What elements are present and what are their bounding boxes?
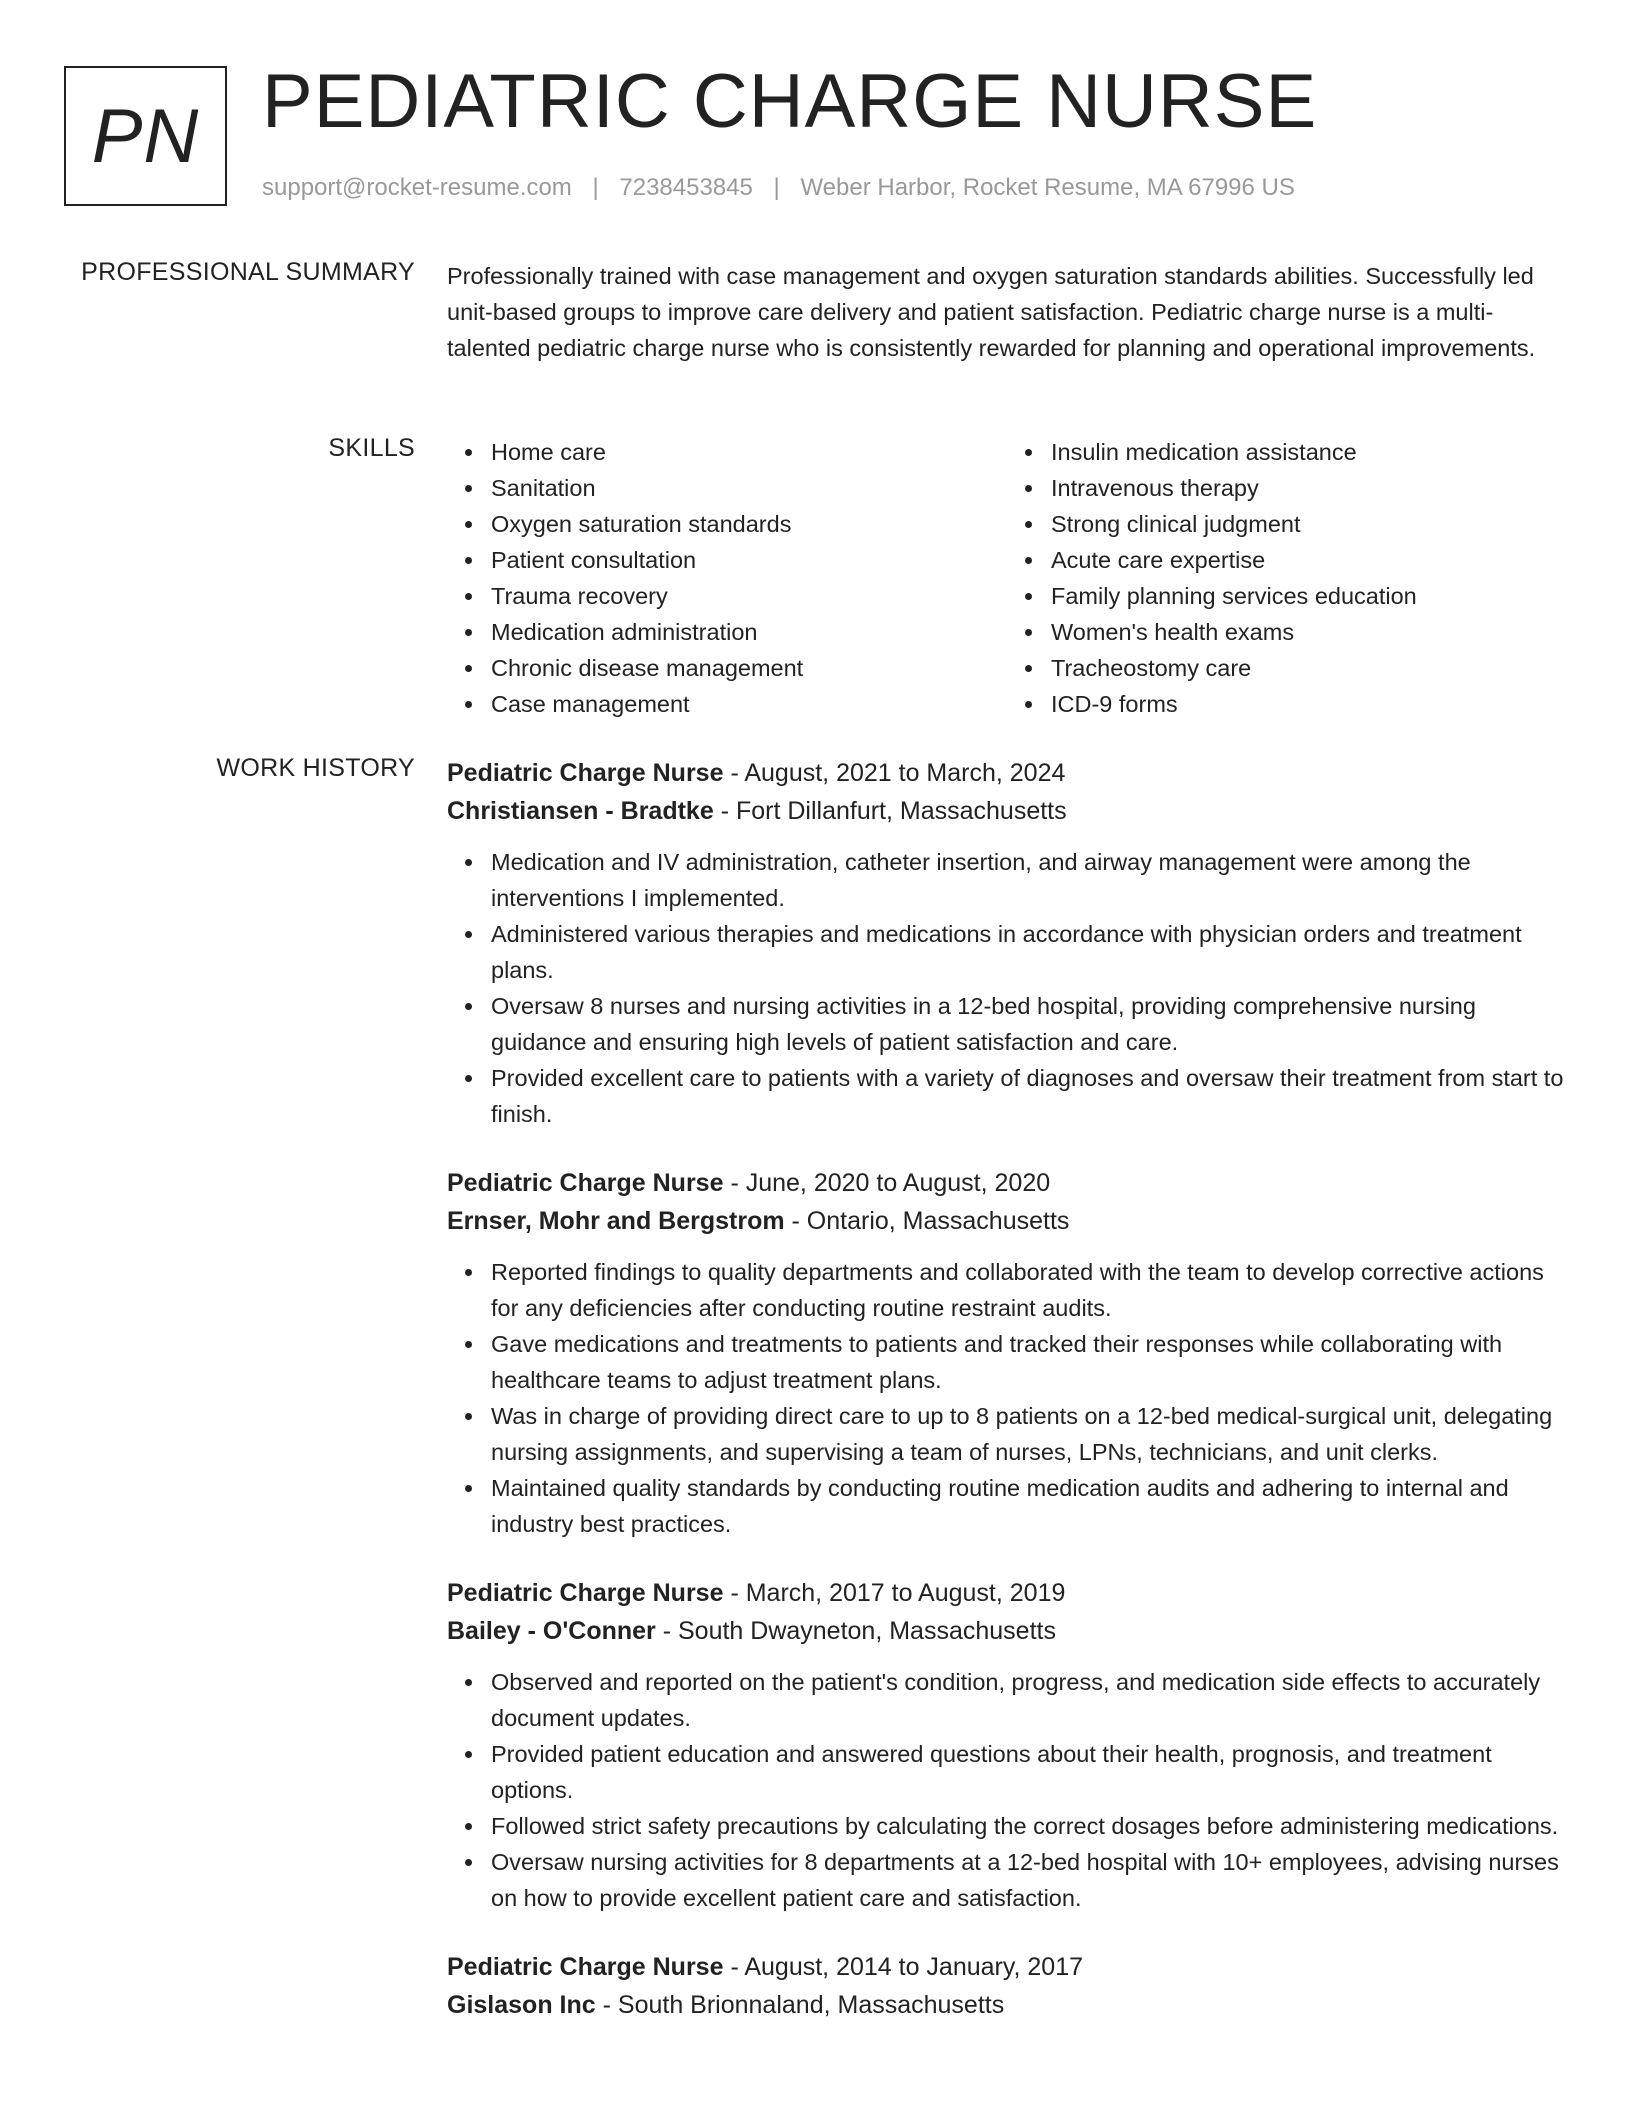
- job-duty-item: Oversaw 8 nurses and nursing activities in a 12-bed hospital, providing comprehensive nursing guidance and ensuring high levels of patient satisfaction and care.: [491, 988, 1567, 1060]
- job-duty-item: Provided excellent care to patients with a variety of diagnoses and oversaw their treatment from start to finish.: [491, 1060, 1567, 1132]
- job-duty-item: Gave medications and treatments to patients and tracked their responses while collaborating with healthcare teams to adjust treatment plans.: [491, 1326, 1567, 1398]
- job-company: Christiansen - Bradtke: [447, 797, 714, 825]
- monogram-initials: PN: [91, 93, 200, 179]
- job-company-line: [447, 792, 1567, 830]
- job-company: Ernser, Mohr and Bergstrom: [447, 1207, 785, 1235]
- skill-item: Chronic disease management: [491, 650, 1007, 686]
- job-dash: -: [723, 759, 745, 787]
- job-dash: -: [723, 1953, 745, 1981]
- job-title: Pediatric Charge Nurse: [447, 1579, 724, 1607]
- skill-item: Oxygen saturation standards: [491, 506, 1007, 542]
- job-company-line: [447, 1986, 1567, 2024]
- contact-separator: |: [773, 174, 780, 201]
- job-dates: March, 2017 to August, 2019: [745, 1579, 1066, 1607]
- job-duties-list: [447, 1664, 1567, 1916]
- work-history-body: [447, 754, 1567, 2056]
- skills-body: [447, 434, 1567, 722]
- job-dates: June, 2020 to August, 2020: [745, 1169, 1051, 1197]
- job-duty-item: Provided patient education and answered questions about their health, prognosis, and treatment options.: [491, 1736, 1567, 1808]
- job-dash: -: [723, 1169, 746, 1197]
- contact-email: support@rocket-resume.com: [262, 174, 572, 201]
- job-entry: [447, 754, 1567, 1132]
- job-title-line: [447, 1948, 1567, 1986]
- skill-item: Sanitation: [491, 470, 1007, 506]
- job-location: Ontario, Massachusetts: [806, 1207, 1070, 1235]
- job-dash: -: [713, 797, 736, 825]
- skill-item: Family planning services education: [1051, 578, 1567, 614]
- job-entry: [447, 1948, 1567, 2024]
- job-dash: -: [723, 1579, 746, 1607]
- resume-title: PEDIATRIC CHARGE NURSE: [262, 59, 1318, 144]
- skill-item: ICD-9 forms: [1051, 686, 1567, 722]
- job-company: Bailey - O'Conner: [447, 1617, 656, 1645]
- job-duties-list: [447, 844, 1567, 1132]
- job-dash: -: [784, 1207, 807, 1235]
- skill-item: Intravenous therapy: [1051, 470, 1567, 506]
- job-dash: -: [595, 1991, 618, 2019]
- skill-item: Home care: [491, 434, 1007, 470]
- summary-text: Professionally trained with case management and oxygen saturation standards abilities. Successfully led unit-based groups to improve care delivery and patient satisfaction. Pediatric charge nurse is a multi-talented pediatric charge nurse who is consistently rewarded for planning and operational improvements.: [447, 263, 1536, 361]
- job-duty-item: Observed and reported on the patient's condition, progress, and medication side effects to accurately document updates.: [491, 1664, 1567, 1736]
- skill-item: Trauma recovery: [491, 578, 1007, 614]
- contact-address: Weber Harbor, Rocket Resume, MA 67996 US: [800, 174, 1295, 201]
- skill-item: Patient consultation: [491, 542, 1007, 578]
- skill-item: Medication administration: [491, 614, 1007, 650]
- job-location: Fort Dillanfurt, Massachusetts: [735, 797, 1067, 825]
- job-duty-item: Medication and IV administration, catheter insertion, and airway management were among the interventions I implemented.: [491, 844, 1567, 916]
- contact-separator: |: [592, 174, 599, 201]
- job-dates: August, 2014 to January, 2017: [744, 1953, 1084, 1981]
- job-dates: August, 2021 to March, 2024: [744, 759, 1066, 787]
- job-entry: [447, 1164, 1567, 1542]
- job-title-line: [447, 1574, 1567, 1612]
- summary-body: [447, 258, 1567, 366]
- job-company-line: [447, 1612, 1567, 1650]
- job-duty-item: Reported findings to quality departments and collaborated with the team to develop corrective actions for any deficiencies after conducting routine restraint audits.: [491, 1254, 1567, 1326]
- job-title-line: [447, 754, 1567, 792]
- job-title: Pediatric Charge Nurse: [447, 759, 724, 787]
- job-title: Pediatric Charge Nurse: [447, 1169, 724, 1197]
- job-entry: [447, 1574, 1567, 1916]
- job-company-line: [447, 1202, 1567, 1240]
- job-duty-item: Was in charge of providing direct care to up to 8 patients on a 12-bed medical-surgical unit, delegating nursing assignments, and supervising a team of nurses, LPNs, technicians, and unit clerks.: [491, 1398, 1567, 1470]
- skill-item: Strong clinical judgment: [1051, 506, 1567, 542]
- job-duties-list: [447, 1254, 1567, 1542]
- skill-item: Case management: [491, 686, 1007, 722]
- job-duty-item: Oversaw nursing activities for 8 departments at a 12-bed hospital with 10+ employees, advising nurses on how to provide excellent patient care and satisfaction.: [491, 1844, 1567, 1916]
- skill-item: Women's health exams: [1051, 614, 1567, 650]
- job-duty-item: Followed strict safety precautions by calculating the correct dosages before administering medications.: [491, 1808, 1567, 1844]
- monogram-box: [64, 66, 227, 206]
- job-location: South Dwayneton, Massachusetts: [677, 1617, 1056, 1645]
- summary-heading: PROFESSIONAL SUMMARY: [81, 258, 415, 286]
- job-title: Pediatric Charge Nurse: [447, 1953, 724, 1981]
- skills-column-right: [1007, 434, 1567, 722]
- job-duty-item: Maintained quality standards by conducting routine medication audits and adhering to internal and industry best practices.: [491, 1470, 1567, 1542]
- skills-column-left: [447, 434, 1007, 722]
- job-dash: -: [655, 1617, 678, 1645]
- skill-item: Acute care expertise: [1051, 542, 1567, 578]
- contact-phone: 7238453845: [619, 174, 753, 201]
- job-duty-item: Administered various therapies and medications in accordance with physician orders and treatment plans.: [491, 916, 1567, 988]
- contact-line: [262, 174, 1295, 202]
- work-history-heading: WORK HISTORY: [216, 754, 415, 782]
- job-company: Gislason Inc: [447, 1991, 596, 2019]
- job-location: South Brionnaland, Massachusetts: [617, 1991, 1005, 2019]
- skills-heading: SKILLS: [328, 434, 415, 462]
- skill-item: Tracheostomy care: [1051, 650, 1567, 686]
- skill-item: Insulin medication assistance: [1051, 434, 1567, 470]
- job-title-line: [447, 1164, 1567, 1202]
